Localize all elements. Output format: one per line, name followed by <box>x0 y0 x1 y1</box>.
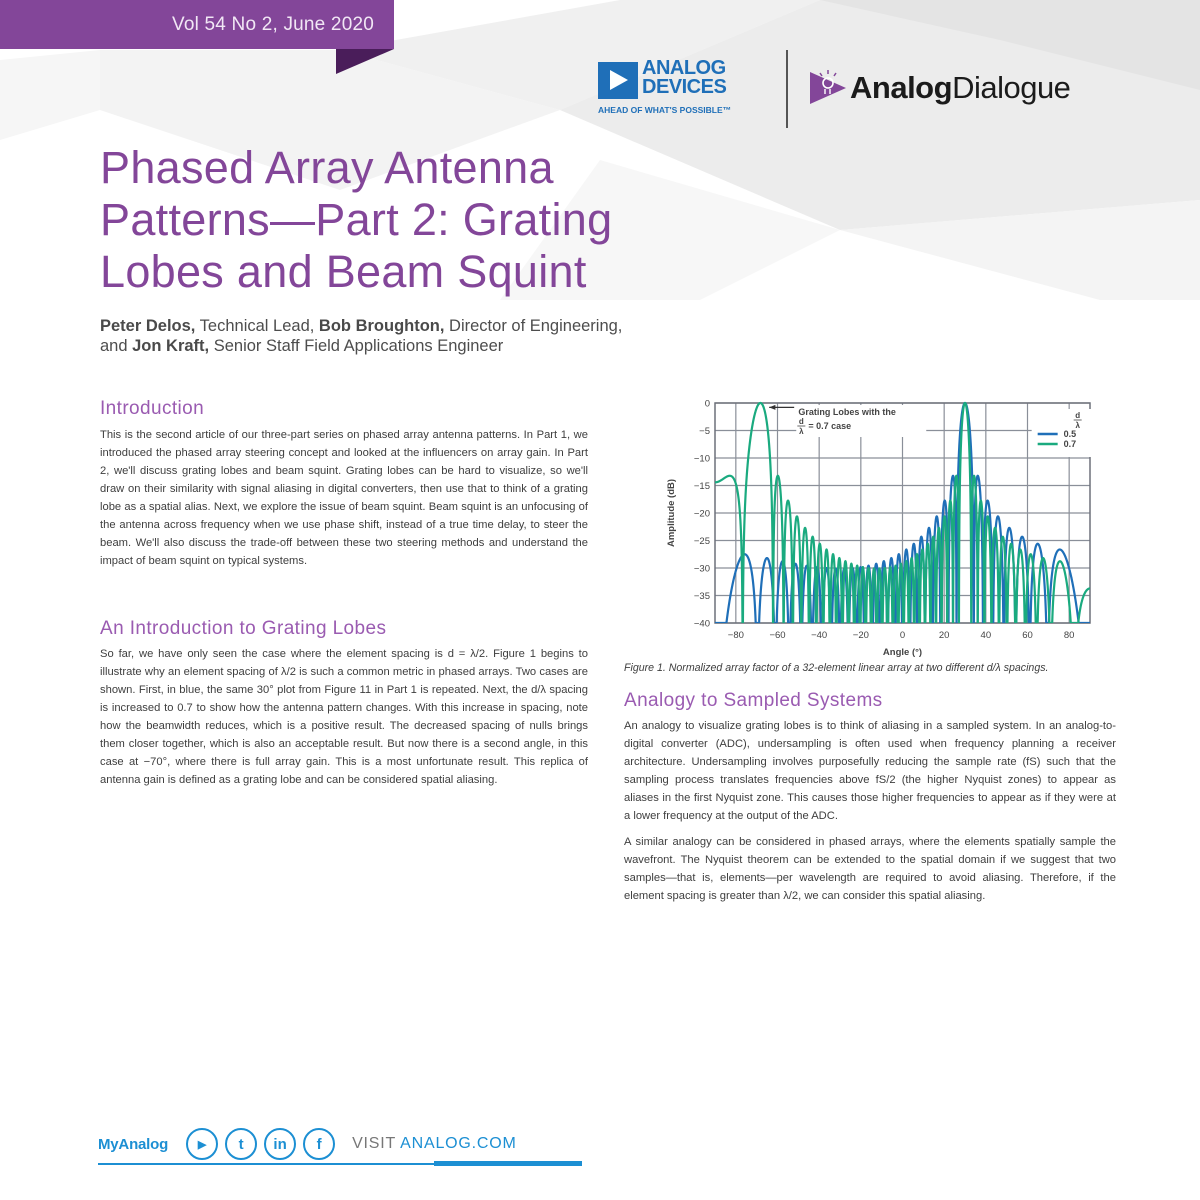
title-line-1: Phased Array Antenna <box>100 142 554 193</box>
twitter-icon[interactable]: t <box>225 1128 257 1160</box>
linkedin-icon[interactable]: in <box>264 1128 296 1160</box>
svg-text:0.5: 0.5 <box>1063 429 1077 439</box>
paragraph: So far, we have only seen the case where the element spacing is d = λ/2. Figure 1 begins to illustrate why an element spacing of λ/2 is such a common metric in phased arrays. Two cases are shown. First, in blue, the same 30° plot from Figure 11 in Part 1 is repeated. Next, the d/λ spacing is increased to 0.7 to show how the antenna pattern changes. With this increase in spacing, note how the beamwidth reduces, which is a positive result. The decreased spacing of nulls brings them closer together, which is also an acceptable result. But now there is a second angle, in this case at −70°, where there is full array gain. This is a most unfortunate result. This replica of antenna gain is defined as a grating lobe and can be considered spatial aliasing. <box>100 648 588 786</box>
adi-wordmark-line2: DEVICES <box>642 76 727 98</box>
analog-dialogue-logo[interactable] <box>808 68 1070 108</box>
section-heading-analogy: Analogy to Sampled Systems <box>624 690 883 711</box>
logo-divider <box>786 50 788 128</box>
grating-lobes-body <box>100 645 588 789</box>
title-line-2: Patterns—Part 2: Grating <box>100 194 613 245</box>
facebook-icon[interactable]: f <box>303 1128 335 1160</box>
svg-text:−20: −20 <box>693 508 710 520</box>
analog-dialogue-wordmark: AnalogDialogue <box>850 70 1071 105</box>
issue-banner <box>0 0 394 49</box>
issue-label: Vol 54 No 2, June 2020 <box>172 13 374 35</box>
svg-text:−25: −25 <box>693 536 710 547</box>
author-byline <box>100 316 820 356</box>
section-heading-grating-lobes: An Introduction to Grating Lobes <box>100 618 387 639</box>
footer <box>98 1128 582 1168</box>
svg-text:−5: −5 <box>699 426 710 437</box>
article-title <box>100 142 820 298</box>
svg-text:= 0.7 case: = 0.7 case <box>808 421 852 431</box>
svg-text:−40: −40 <box>811 630 828 641</box>
author-name: Bob Broughton, <box>318 317 445 335</box>
section-heading-introduction: Introduction <box>100 398 205 419</box>
svg-text:−30: −30 <box>693 563 710 575</box>
svg-text:−15: −15 <box>693 481 710 492</box>
title-line-3: Lobes and Beam Squint <box>100 246 587 297</box>
author-role: Director of Engineering, <box>444 317 623 335</box>
svg-text:−20: −20 <box>852 630 869 641</box>
svg-text:80: 80 <box>1063 630 1075 641</box>
lightbulb-play-icon <box>808 68 848 108</box>
analogy-body <box>624 717 1116 905</box>
paragraph: This is the second article of our three-part series on phased array antenna patterns. In Part 1, we introduced the phased array steering concept and looked at the influencers on array gain. In Part 2, we'll discuss grating lobes and beam squint. Grating lobes can be hard to visualize, so we'll draw on their similarity with signal aliasing in digital converters, then use that to think of a grating lobe as a spatial alias. Next, we explore the issue of beam squint. Beam squint is an unfocusing of the antenna across frequency when we use phase shift, instead of a true time delay, to steer the beam. We'll also discuss the trade-off between these two steering methods and understand the impact of beam squint on typical systems. <box>100 429 588 567</box>
svg-text:d: d <box>798 417 804 426</box>
adi-tagline: AHEAD OF WHAT'S POSSIBLE™ <box>598 105 732 115</box>
svg-text:−35: −35 <box>693 591 710 602</box>
svg-text:−60: −60 <box>769 630 786 641</box>
svg-text:−80: −80 <box>727 630 744 641</box>
banner-fold <box>336 49 394 74</box>
figure-caption: Figure 1. Normalized array factor of a 32-element linear array at two different d/λ spacings. <box>624 662 1049 674</box>
author-conjunction: and <box>100 337 133 355</box>
svg-text:Grating Lobes with the: Grating Lobes with the <box>798 407 896 417</box>
svg-text:20: 20 <box>938 630 950 641</box>
svg-text:λ: λ <box>799 427 804 436</box>
svg-text:−10: −10 <box>693 453 710 465</box>
svg-text:40: 40 <box>980 630 992 641</box>
svg-text:60: 60 <box>1022 630 1033 641</box>
figure-1-array-factor-chart <box>660 393 1092 663</box>
svg-text:d: d <box>1075 411 1081 420</box>
author-name: Peter Delos, <box>100 317 196 335</box>
svg-text:−40: −40 <box>693 618 710 630</box>
author-role: Senior Staff Field Applications Engineer <box>209 337 504 355</box>
myanalog-link[interactable]: MyAnalog <box>98 1135 169 1153</box>
svg-text:λ: λ <box>1075 421 1080 430</box>
youtube-icon[interactable]: ▶ <box>186 1128 218 1160</box>
analog-com-link[interactable]: ANALOG.COM <box>400 1135 517 1152</box>
paragraph: An analogy to visualize grating lobes is to think of aliasing in a sampled system. In an analog-to-digital converter (ADC), undersampling is often used when frequency planning a receiver architecture. Undersampling involves purposefully reducing the sample rate (fS) such that the sampling process translates frequencies above fS/2 (the higher Nyquist zones) to appear as aliases in the first Nyquist zone. This causes those higher frequencies to appear as if they were at a lower frequency at the output of the ADC. <box>624 720 1116 822</box>
visit-analog-link[interactable] <box>352 1135 517 1153</box>
adi-wordmark <box>642 59 772 97</box>
svg-text:Angle (°): Angle (°) <box>882 647 923 658</box>
author-role: Technical Lead, <box>195 317 319 335</box>
introduction-body <box>100 426 588 570</box>
adi-wordmark-line1: ANALOG <box>642 57 726 79</box>
author-name: Jon Kraft, <box>132 337 210 355</box>
svg-text:0: 0 <box>704 398 710 410</box>
footer-accent-bar <box>434 1161 582 1166</box>
svg-text:Amplitude (dB): Amplitude (dB) <box>666 478 677 548</box>
svg-text:0.7: 0.7 <box>1063 439 1077 449</box>
svg-text:0: 0 <box>899 630 906 641</box>
adi-triangle-icon <box>598 62 638 99</box>
paragraph: A similar analogy can be considered in phased arrays, where the elements spatially sample the wavefront. The Nyquist theorem can be extended to the spatial domain if we suggest that two samples—that is, elements—per wavelength are required to avoid aliasing. Therefore, if the element spacing is greater than λ/2, we can consider this spatial aliasing. <box>624 836 1116 902</box>
visit-prefix: VISIT <box>352 1135 401 1152</box>
